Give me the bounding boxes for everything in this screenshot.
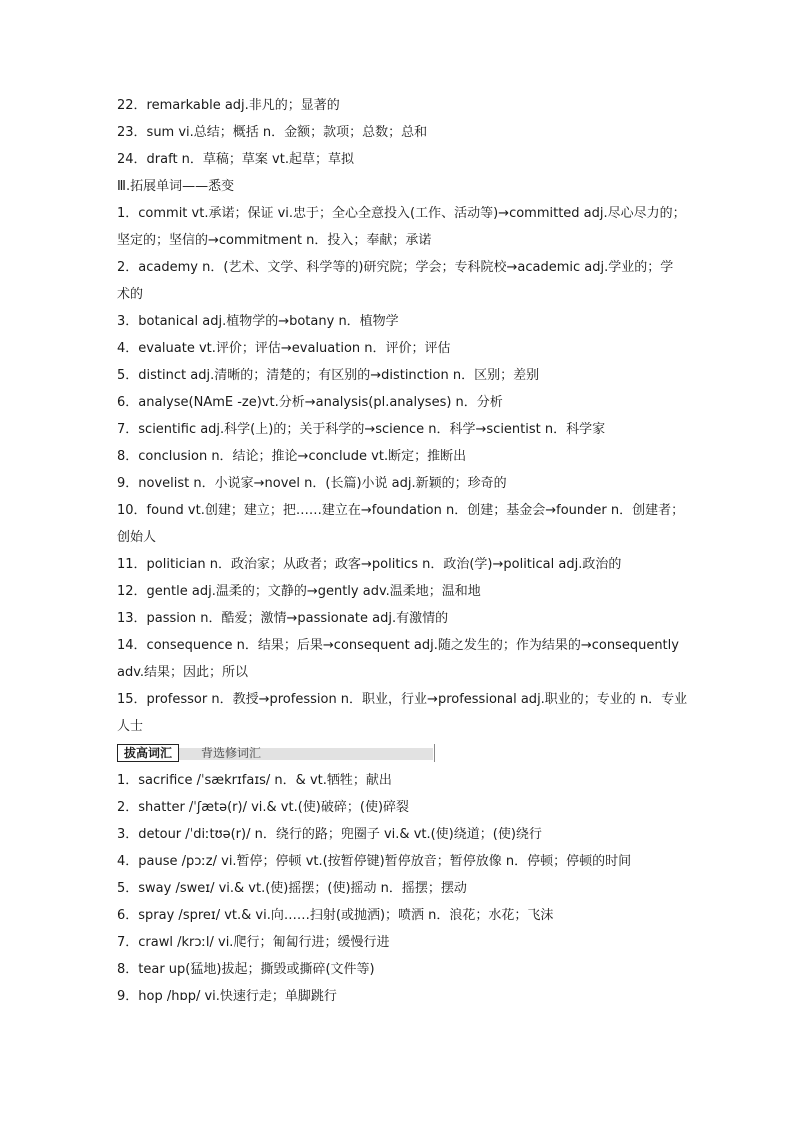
vocab-item: 24．draft n．草稿；草案 vt.起草；草拟 — [117, 152, 354, 167]
list-item: 5．sway /sweɪ/ vi.& vt.(使)摇摆；(使)摇动 n．摇摆；摆动 — [117, 881, 467, 896]
banner-edge — [434, 744, 435, 762]
list-item: 6．spray /spreɪ/ vt.& vi.向……扫射(或抛洒)；喷洒 n．浪花；水花；飞沫 — [117, 908, 554, 923]
list-item: 9．hop /hɒp/ vi.快速行走；单脚跳行 — [117, 989, 337, 1004]
list-item: 12．gentle adj.温柔的；文静的→gently adv.温柔地；温和地 — [117, 584, 481, 599]
banner-tag: 拔高词汇 — [117, 744, 179, 762]
list-item: 5．distinct adj.清晰的；清楚的；有区别的→distinction n．区别；差别 — [117, 368, 540, 383]
section-banner — [117, 744, 435, 762]
advanced-list — [117, 767, 679, 1010]
expansion-list — [117, 200, 688, 740]
list-item: 8．tear up(猛地)拔起；撕毁或撕碎(文件等) — [117, 962, 375, 977]
vocab-item: 22．remarkable adj.非凡的；显著的 — [117, 98, 340, 113]
list-item: 2．academy n．(艺术、文学、科学等的)研究院；学会；专科院校→academic adj.学业的；学 术的 — [117, 260, 674, 302]
vocab-item: 23．sum vi.总结；概括 n．金额；款项；总数；总和 — [117, 125, 428, 140]
list-item: 4．evaluate vt.评价；评估→evaluation n．评价；评估 — [117, 341, 451, 356]
banner-subtitle: 背选修词汇 — [201, 746, 262, 760]
vocab-list-top — [117, 92, 679, 173]
list-item: 10．found vt.创建；建立；把……建立在→foundation n．创建；基金会→founder n．创建者； 创始人 — [117, 503, 685, 545]
list-item: 11．politician n．政治家；从政者；政客→politics n．政治(学)→political adj.政治的 — [117, 557, 622, 572]
list-item: 14．consequence n．结果；后果→consequent adj.随之发生的；作为结果的→consequently adv.结果；因此；所以 — [117, 638, 679, 680]
list-item: 9．novelist n．小说家→novel n．(长篇)小说 adj.新颖的；珍奇的 — [117, 476, 507, 491]
list-item: 13．passion n．酷爱；激情→passionate adj.有激情的 — [117, 611, 449, 626]
list-item: 1．sacrifice /ˈsækrɪfaɪs/ n．& vt.牺牲；献出 — [117, 773, 392, 788]
list-item: 6．analyse(NAmE -ze)vt.分析→analysis(pl.analyses) n．分析 — [117, 395, 503, 410]
list-item: 7．crawl /krɔːl/ vi.爬行；匍匐行进；缓慢行进 — [117, 935, 390, 950]
document-page — [117, 92, 688, 1010]
list-item: 15．professor n．教授→profession n．职业，行业→professional adj.职业的；专业的 n．专业 人士 — [117, 692, 688, 734]
list-item: 4．pause /pɔːz/ vi.暂停；停顿 vt.(按暂停键)暂停放音；暂停放像 n．停顿；停顿的时间 — [117, 854, 632, 869]
list-item: 3．botanical adj.植物学的→botany n．植物学 — [117, 314, 399, 329]
list-item: 1．commit vt.承诺；保证 vi.忠于；全心全意投入(工作、活动等)→committed adj.尽心尽力的； 坚定的；坚信的→commitment n．投入；奉献；承诺 — [117, 206, 686, 248]
list-item: 7．scientific adj.科学(上)的；关于科学的→science n．科学→scientist n．科学家 — [117, 422, 606, 437]
list-item: 3．detour /ˈdiːtʊə(r)/ n．绕行的路；兜圈子 vi.& vt.(使)绕道；(使)绕行 — [117, 827, 542, 842]
section-heading: Ⅲ.拓展单词——悉变 — [117, 179, 235, 194]
list-item: 2．shatter /ˈʃætə(r)/ vi.& vt.(使)破碎；(使)碎裂 — [117, 800, 410, 815]
list-item: 8．conclusion n．结论；推论→conclude vt.断定；推断出 — [117, 449, 467, 464]
